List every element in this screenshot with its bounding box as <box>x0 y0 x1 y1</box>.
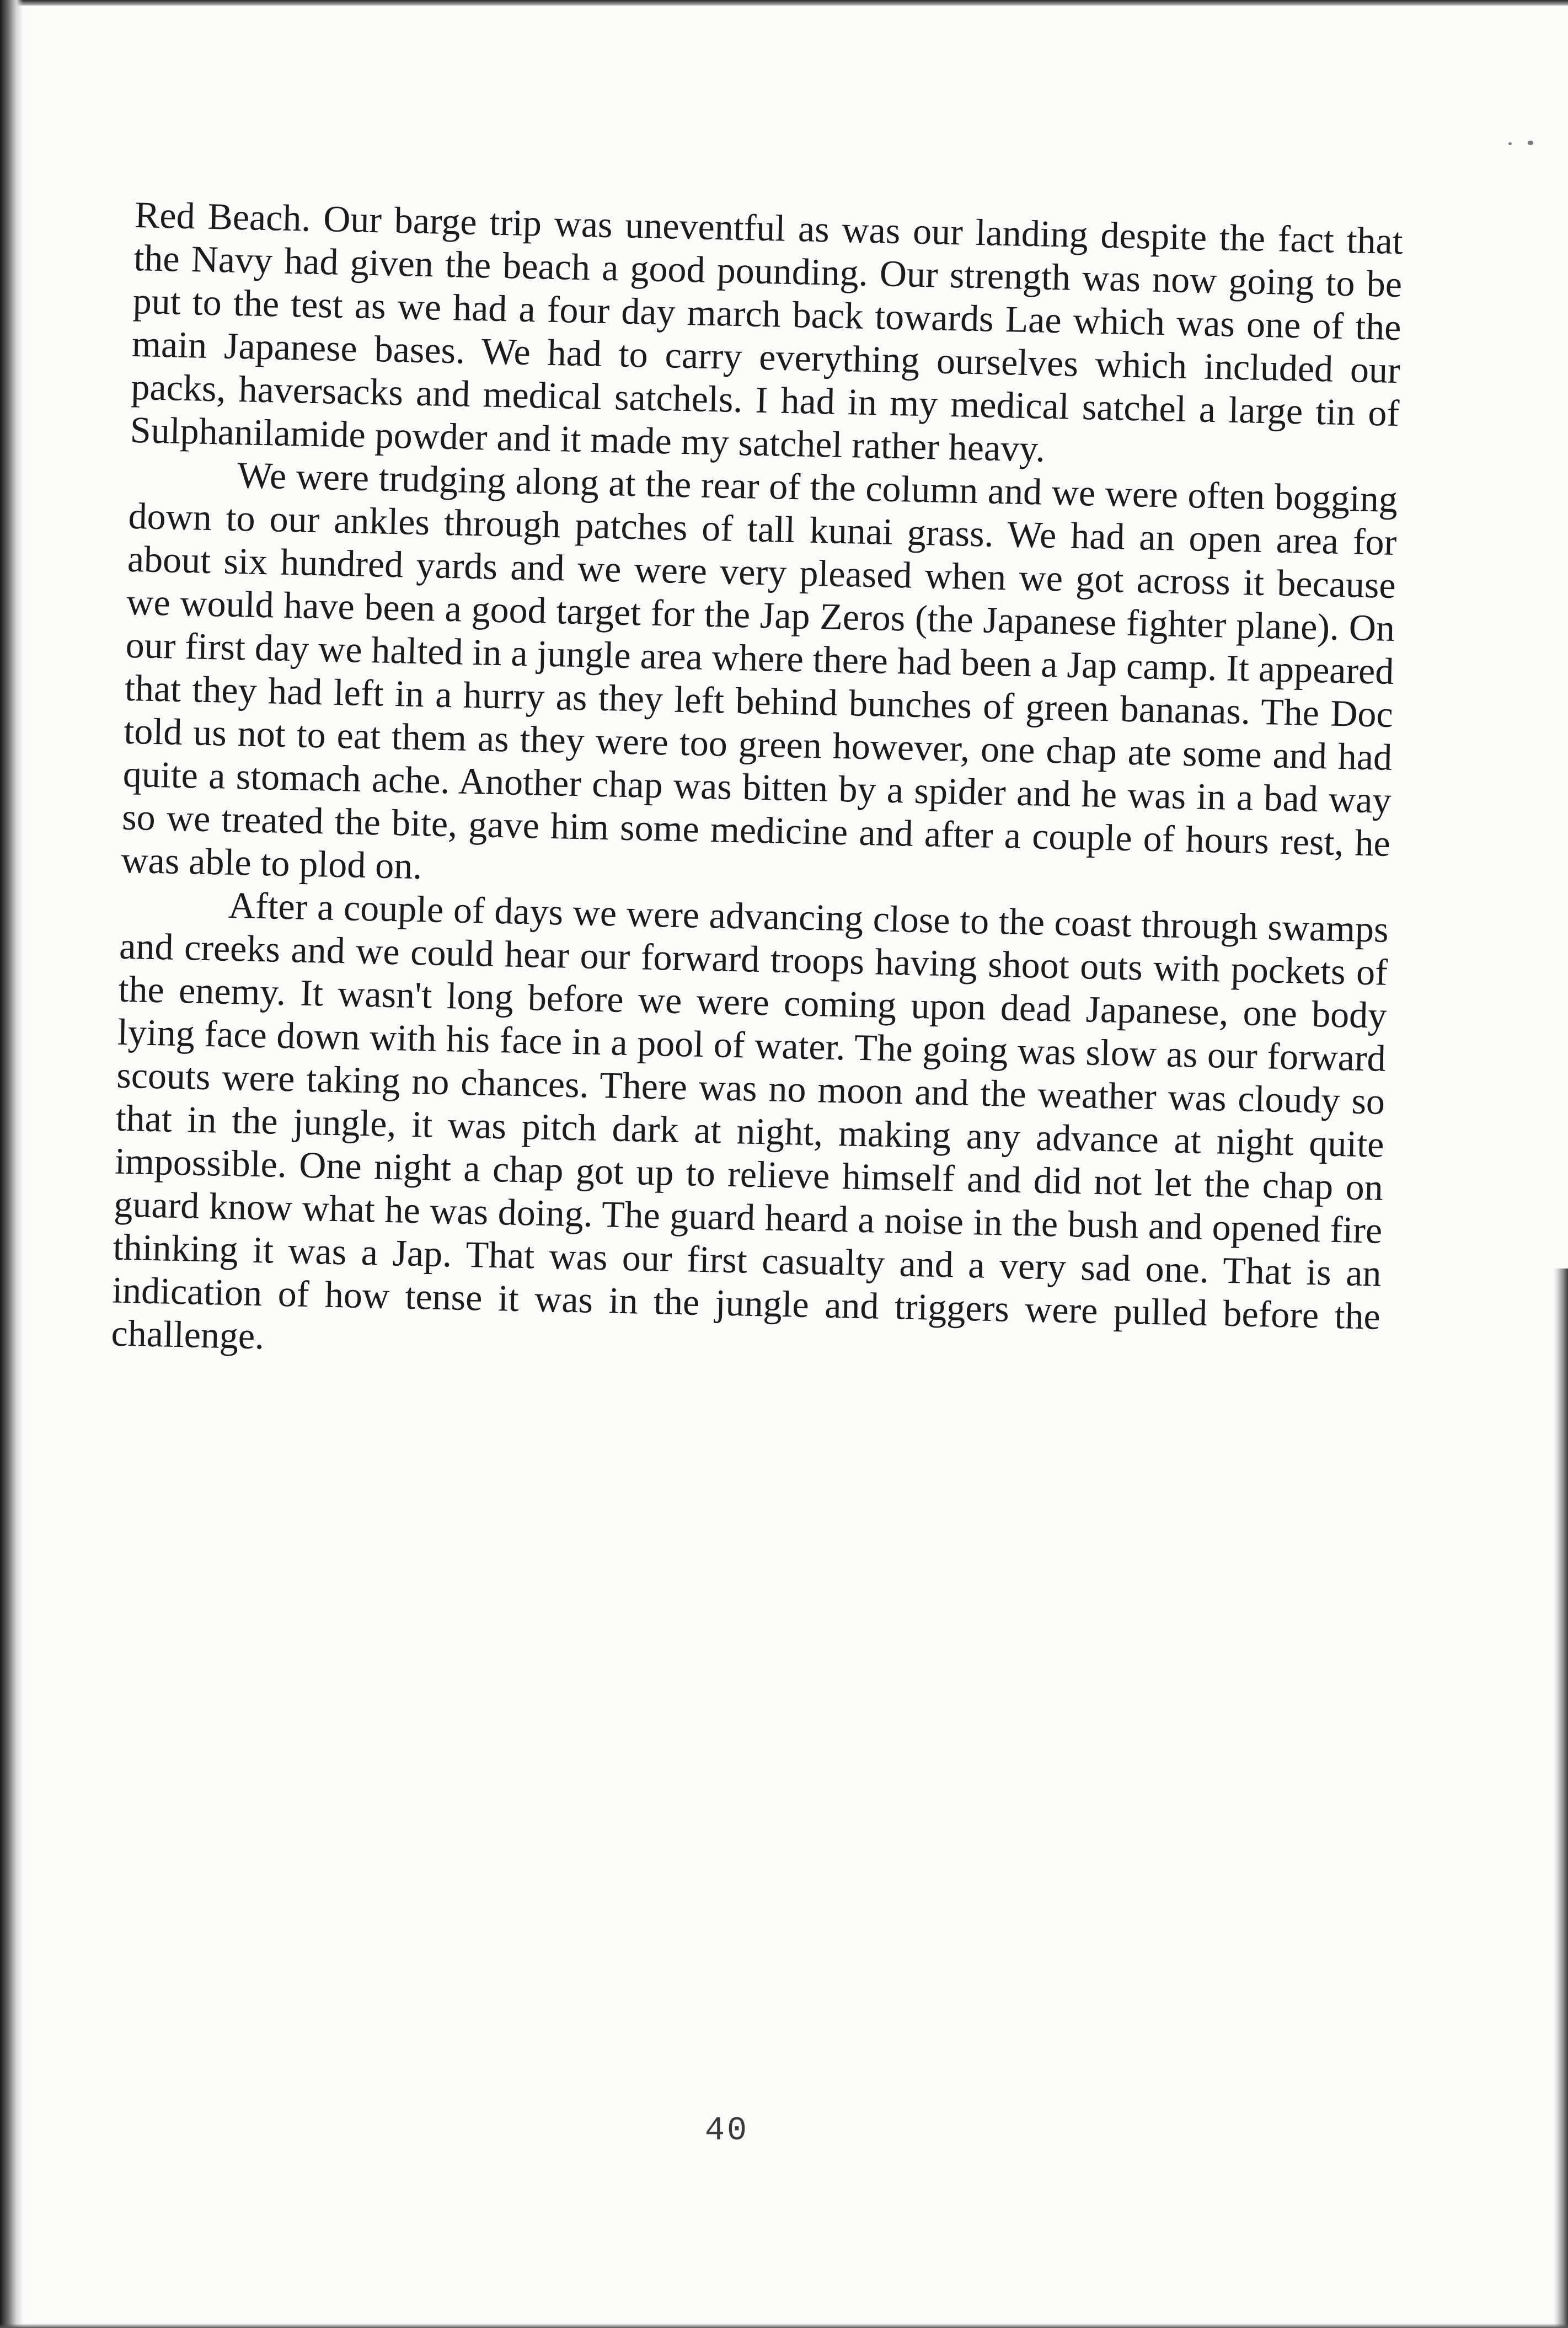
paragraph: After a couple of days we were advancing close to the coast through swamps and creeks and we could hear our forward troops having shoot outs with pockets of the enemy. It wasn't long before we were coming upon dead Japanese, one body lying face down with his face in a pool of water. The going was slow as our forward scouts were taking no chances. There was no moon and the weather was cloudy so that in the jungle, it was pitch dark at night, making any advance at night quite impossible. One night a chap got up to relieve himself and did not let the chap on guard know what he was doing. The guard heard a noise in the bush and opened fire thinking it was a Jap. That was our first casualty and a very sad one. That is an indication of how tense it was in the jungle and triggers were pulled before the challenge. <box>110 884 1389 1357</box>
scan-left-edge <box>0 0 23 2328</box>
scan-speck <box>1528 141 1533 145</box>
scan-speck <box>1508 142 1512 145</box>
scan-bottom-edge <box>0 2324 1568 2328</box>
paragraph: We were trudging along at the rear of the column and we were often bogging down to our ankles through patches of tall kunai grass. We had an open area for about six hundred yards and we were very pleased when we got across it because we would have been a good target for the Jap Zeros (the Japanese fighter plane). On our first day we halted in a jungle area where there had been a Jap camp. It appeared that they had left in a hurry as they left behind bunches of green bananas. The Doc told us not to eat them as they were too green however, one chap ate some and had quite a stomach ache. Another chap was bitten by a spider and he was in a bad way so we treated the bite, gave him some medicine and after a couple of hours rest, he was able to plod on. <box>120 454 1398 887</box>
scan-right-edge <box>1554 1269 1568 2328</box>
paragraph: Red Beach. Our barge trip was uneventful as was our landing despite the fact that the Navy had given the beach a good pounding. Our strength was now going to be put to the test as we had a four day march back towards Lae which was one of the main Japanese bases. We had to carry everything ourselves which included our packs, haversacks and medical satchels. I had in my medical satchel a large tin of Sulphanilamide powder and it made my satchel rather heavy. <box>130 193 1404 470</box>
page-number: 40 <box>705 2112 750 2150</box>
scan-top-edge <box>0 0 1568 6</box>
body-text <box>111 193 1404 1381</box>
